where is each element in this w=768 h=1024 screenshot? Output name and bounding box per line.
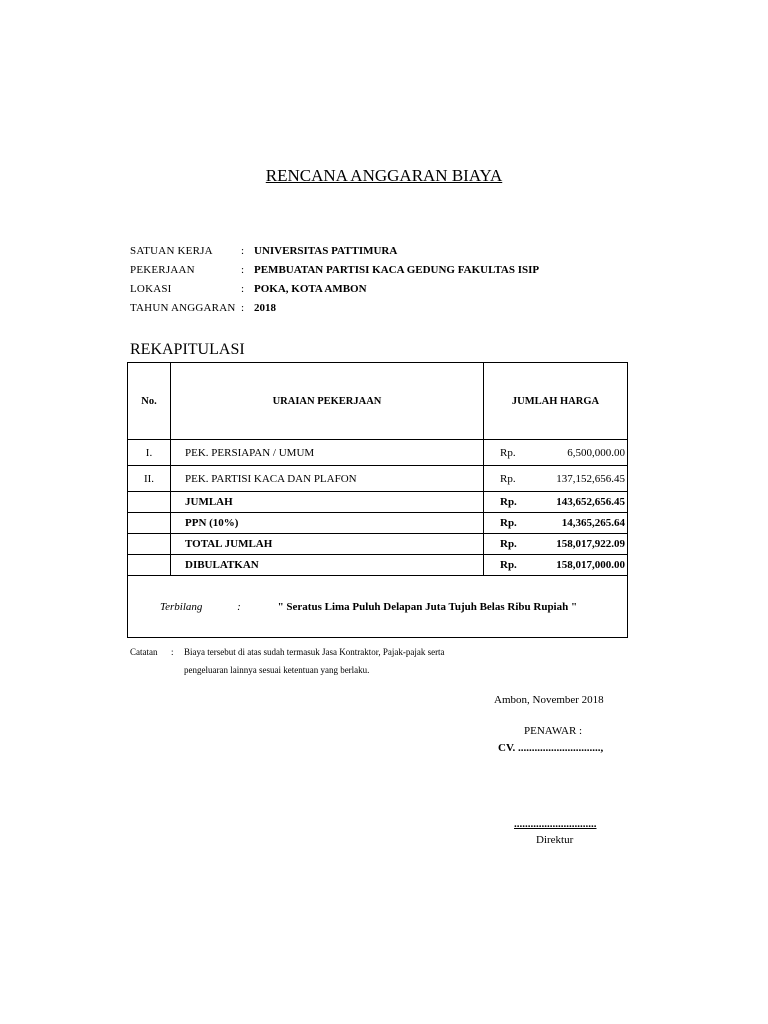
signer-position: Direktur (536, 834, 574, 846)
currency-label: Rp. (500, 472, 516, 485)
row-harga (484, 466, 628, 492)
summary-harga (484, 555, 628, 576)
summary-amount: 143,652,656.45 (556, 496, 625, 508)
info-value-lokasi: POKA, KOTA AMBON (254, 283, 367, 295)
currency-label: Rp. (500, 538, 517, 550)
section-title-rekapitulasi: REKAPITULASI (130, 341, 245, 358)
header-jumlah-harga: JUMLAH HARGA (484, 363, 628, 440)
info-label-tahun-anggaran: TAHUN ANGGARAN (130, 302, 236, 314)
table-row (128, 466, 628, 492)
info-label-satuan-kerja: SATUAN KERJA (130, 245, 213, 257)
row-amount: 6,500,000.00 (567, 446, 625, 459)
header-no: No. (128, 363, 171, 440)
table-header-row (128, 363, 628, 440)
note-colon: : (171, 647, 174, 657)
summary-label: TOTAL JUMLAH (171, 534, 484, 555)
row-uraian: PEK. PERSIAPAN / UMUM (171, 440, 484, 466)
info-colon: : (241, 245, 245, 257)
summary-label: JUMLAH (171, 492, 484, 513)
info-colon: : (241, 264, 245, 276)
rekapitulasi-table (127, 362, 628, 638)
row-no: I. (128, 440, 171, 466)
info-value-satuan-kerja: UNIVERSITAS PATTIMURA (254, 245, 398, 257)
company-name: CV. .............................., (498, 742, 604, 754)
summary-row-jumlah (128, 492, 628, 513)
currency-label: Rp. (500, 496, 517, 508)
note-line-2: pengeluaran lainnya sesuai ketentuan yang berlaku. (184, 665, 370, 675)
summary-row-ppn (128, 513, 628, 534)
terbilang-row (128, 576, 628, 638)
currency-label: Rp. (500, 517, 517, 529)
penawar-label: PENAWAR : (524, 725, 583, 737)
terbilang-colon: : (237, 600, 241, 613)
document-title: RENCANA ANGGARAN BIAYA (265, 166, 503, 185)
note-line-1: Biaya tersebut di atas sudah termasuk Jasa Kontraktor, Pajak-pajak serta (184, 647, 445, 657)
summary-amount: 14,365,265.64 (561, 517, 625, 529)
summary-amount: 158,017,000.00 (556, 559, 625, 571)
summary-harga (484, 534, 628, 555)
row-no: II. (128, 466, 171, 492)
terbilang-label: Terbilang (160, 600, 203, 613)
info-colon: : (241, 302, 245, 314)
table-row (128, 440, 628, 466)
row-amount: 137,152,656.45 (556, 472, 625, 485)
place-date: Ambon, November 2018 (494, 694, 604, 706)
row-harga (484, 440, 628, 466)
info-colon: : (241, 283, 245, 295)
note-label: Catatan (130, 647, 158, 657)
summary-amount: 158,017,922.09 (556, 538, 625, 550)
currency-label: Rp. (500, 559, 517, 571)
header-uraian: URAIAN PEKERJAAN (171, 363, 484, 440)
info-label-pekerjaan: PEKERJAAN (130, 264, 195, 276)
row-uraian: PEK. PARTISI KACA DAN PLAFON (171, 466, 484, 492)
signer-name-line: .............................. (514, 818, 597, 830)
info-value-tahun-anggaran: 2018 (254, 302, 276, 314)
summary-harga (484, 513, 628, 534)
info-label-lokasi: LOKASI (130, 283, 172, 295)
summary-row-total (128, 534, 628, 555)
summary-harga (484, 492, 628, 513)
info-value-pekerjaan: PEMBUATAN PARTISI KACA GEDUNG FAKULTAS ISIP (254, 264, 540, 276)
summary-label: PPN (10%) (171, 513, 484, 534)
terbilang-text: " Seratus Lima Puluh Delapan Juta Tujuh Belas Ribu Rupiah " (277, 600, 578, 613)
summary-label: DIBULATKAN (171, 555, 484, 576)
summary-row-dibulatkan (128, 555, 628, 576)
currency-label: Rp. (500, 446, 516, 459)
